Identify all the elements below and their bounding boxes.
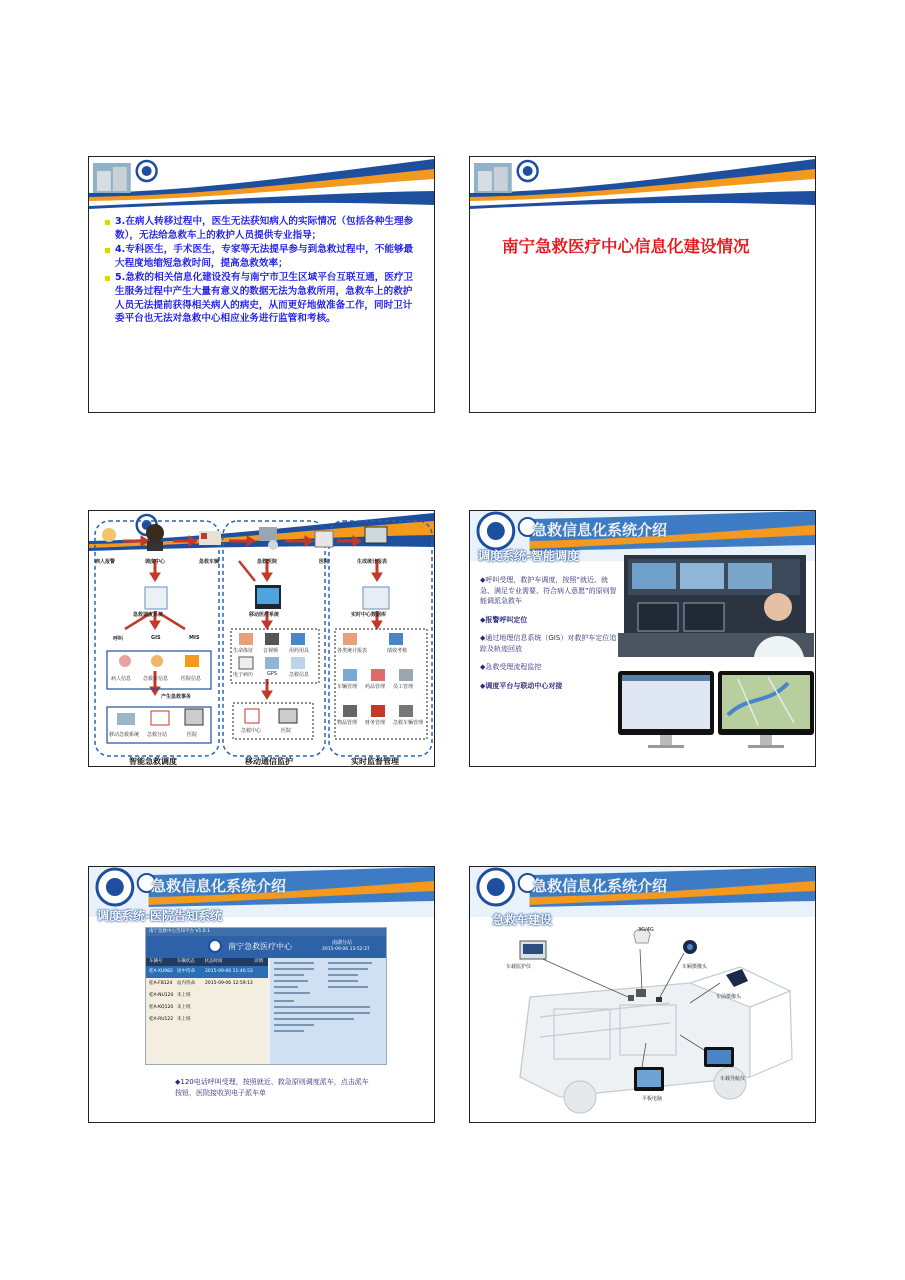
table-cell: 2015-09-06 11:46:53 [205,969,253,974]
node-label: 急救信息 [289,672,310,678]
list-item: ◆呼叫受理，救护车调度，按照“就近、就急、满足专业需要、符合病人意愿”的原则智能调派急救车 [480,576,617,605]
node-label: 急救调度系统 [133,612,164,618]
table-row[interactable] [146,1014,268,1026]
device-label: 车前摄像头 [716,994,742,1000]
dispatch-center-photo [618,555,814,765]
app-window-title: 南宁急救中心告知平台 V1.0.1 [146,928,386,936]
column-title: 实时监督管理 [351,757,399,766]
ambulance-diagram [470,927,816,1123]
node-label: 各类统计报表 [337,648,368,654]
table-row[interactable] [146,978,268,990]
table-header-cell: 状态时间 [204,959,223,964]
table-cell: 桂A-RU122 [149,1017,174,1022]
node-label: 急救医院 [257,559,278,565]
list-item: 3.在病人转移过程中，医生无法获知病人的实际情况（包括各种生理参数），无法给急救车上的救护人员提供专业指导； [103,215,416,242]
table-row[interactable] [146,1002,268,1014]
node-label: 急救中心 [241,728,262,734]
table-header-cell: 详情 [254,959,264,964]
node-label: GPS [267,671,278,677]
node-label: 急救车辆管理 [393,720,424,726]
app-title: 南宁急救医疗中心 [228,942,292,951]
node-label: 病人信息 [111,676,132,682]
device-label: 3G/4G [638,927,654,933]
slide-2 [469,156,816,413]
slide-1 [88,156,435,413]
node-label: 医院 [281,728,292,734]
node-label: 用药用具 [289,648,310,654]
table-cell: 2015-09-06 12:59:13 [205,981,253,986]
node-label: 呼叫 [113,636,124,642]
node-label: 电子病历 [233,672,254,678]
node-label: 音视频 [263,648,279,654]
app-header [146,936,386,958]
station-name: 南湖分站 [332,940,353,946]
slide-subtitle: 急救车建设 [492,913,553,927]
column-title: 智能急救调度 [129,757,177,766]
table-row[interactable] [146,966,268,978]
station-time: 2015-09-06 13:52:27 [322,947,370,952]
table-cell: 未上班 [177,993,191,998]
node-label: 移动急救系统 [109,732,140,738]
table-header-cell: 车辆状态 [176,959,195,964]
slide-title: 南宁急救医疗中心信息化建设情况 [502,237,750,256]
device-label: 车载监护仪 [506,964,532,970]
node-label: 急救车辆 [199,559,220,565]
table-cell: 桂A-NU120 [149,993,174,998]
table-header-cell: 车辆号 [149,959,163,964]
slide-5 [88,866,435,1123]
table-cell: 途中待命 [177,969,195,974]
table-cell: 未上班 [177,1005,191,1010]
ghost-title: 急救信息化系统介绍 [532,521,668,539]
node-label: 绩效考核 [387,648,408,654]
list-item: ◆调度平台与联动中心对接 [480,681,563,690]
detail-panel-lines [270,958,386,1064]
table-cell: 未上班 [177,1017,191,1022]
device-label: 平板电脑 [642,1096,663,1102]
device-label: 车厢摄像头 [682,964,708,970]
slide-3 [88,510,435,767]
app-window [145,927,387,1065]
node-label: 病人报警 [95,559,116,565]
column-title: 移动通信监护 [245,757,293,766]
vehicle-table [146,958,268,1064]
node-label: MIS [189,635,200,641]
node-label: 生成统计报表 [357,559,388,565]
node-label: 实时中心数据库 [351,612,387,618]
slide-subtitle: 调度系统-智能调度 [478,549,579,563]
device-label: 车载导航仪 [720,1076,746,1082]
bullet-list [480,575,620,699]
detail-panel [270,958,386,1064]
ghost-title: 急救信息化系统介绍 [532,877,668,895]
node-label: 产生急救事务 [161,694,192,700]
list-item: 5.急救的相关信息化建设没有与南宁市卫生区域平台互联互通，医疗卫生服务过程中产生大量有意义的数据无法为急救所用，急救车上的救护人员无法提前获得相关病人的病史，从而更好地做准备工作，同时卫计委平台也无法对急救中心相应业务进行监管和考核。 [103,271,416,325]
slide-header-banner [89,157,434,217]
node-label: 生命体征 [233,648,254,654]
list-item: ◆急救受理流程监控 [480,663,542,671]
table-header [146,958,268,966]
table-row[interactable] [146,990,268,1002]
slide-4 [469,510,816,767]
node-label: 调度中心 [145,559,166,565]
caption: ◆120电话呼叫受理，按照就近、救急原则调度派车，点击派车按钮，医院接收到电子派车单 [175,1078,369,1097]
table-cell: 站内待命 [177,981,195,986]
node-label: 移动医疗系统 [249,612,280,618]
node-label: 急救分站 [147,732,168,738]
list-item: 4.专科医生，手术医生，专家等无法提早参与到急救过程中，不能够最大程度地缩短急救时间，提高急救效率； [103,243,416,270]
table-cell: 桂A-KQ120 [149,1005,174,1010]
node-label: 医院 [187,732,198,738]
node-label: 医院 [319,559,330,565]
node-label: 财务管理 [365,720,386,726]
slide-header-banner [470,157,815,217]
ghost-title: 急救信息化系统介绍 [151,877,287,895]
node-label: 药品管理 [365,684,386,690]
node-label: 员工管理 [393,684,414,690]
node-label: 医院信息 [181,676,202,682]
node-label: 物品管理 [337,720,358,726]
table-cell: 桂A-FB124 [149,981,173,986]
node-label: 车辆管理 [337,684,358,690]
slide-6 [469,866,816,1123]
node-label: 急救车信息 [143,676,169,682]
slide-1-body [103,215,416,327]
table-cell: 桂A-XU982 [149,969,173,974]
slide-subtitle: 调度系统-医院告知系统 [97,909,222,923]
flow-diagram-frame [89,511,435,767]
node-label: GIS [151,635,161,641]
list-item: ◆通过地理信息系统（GIS）对救护车定位追踪及轨迹回放 [480,634,617,653]
list-item: ◆报警呼叫定位 [480,615,528,624]
logo-icon [208,939,222,953]
